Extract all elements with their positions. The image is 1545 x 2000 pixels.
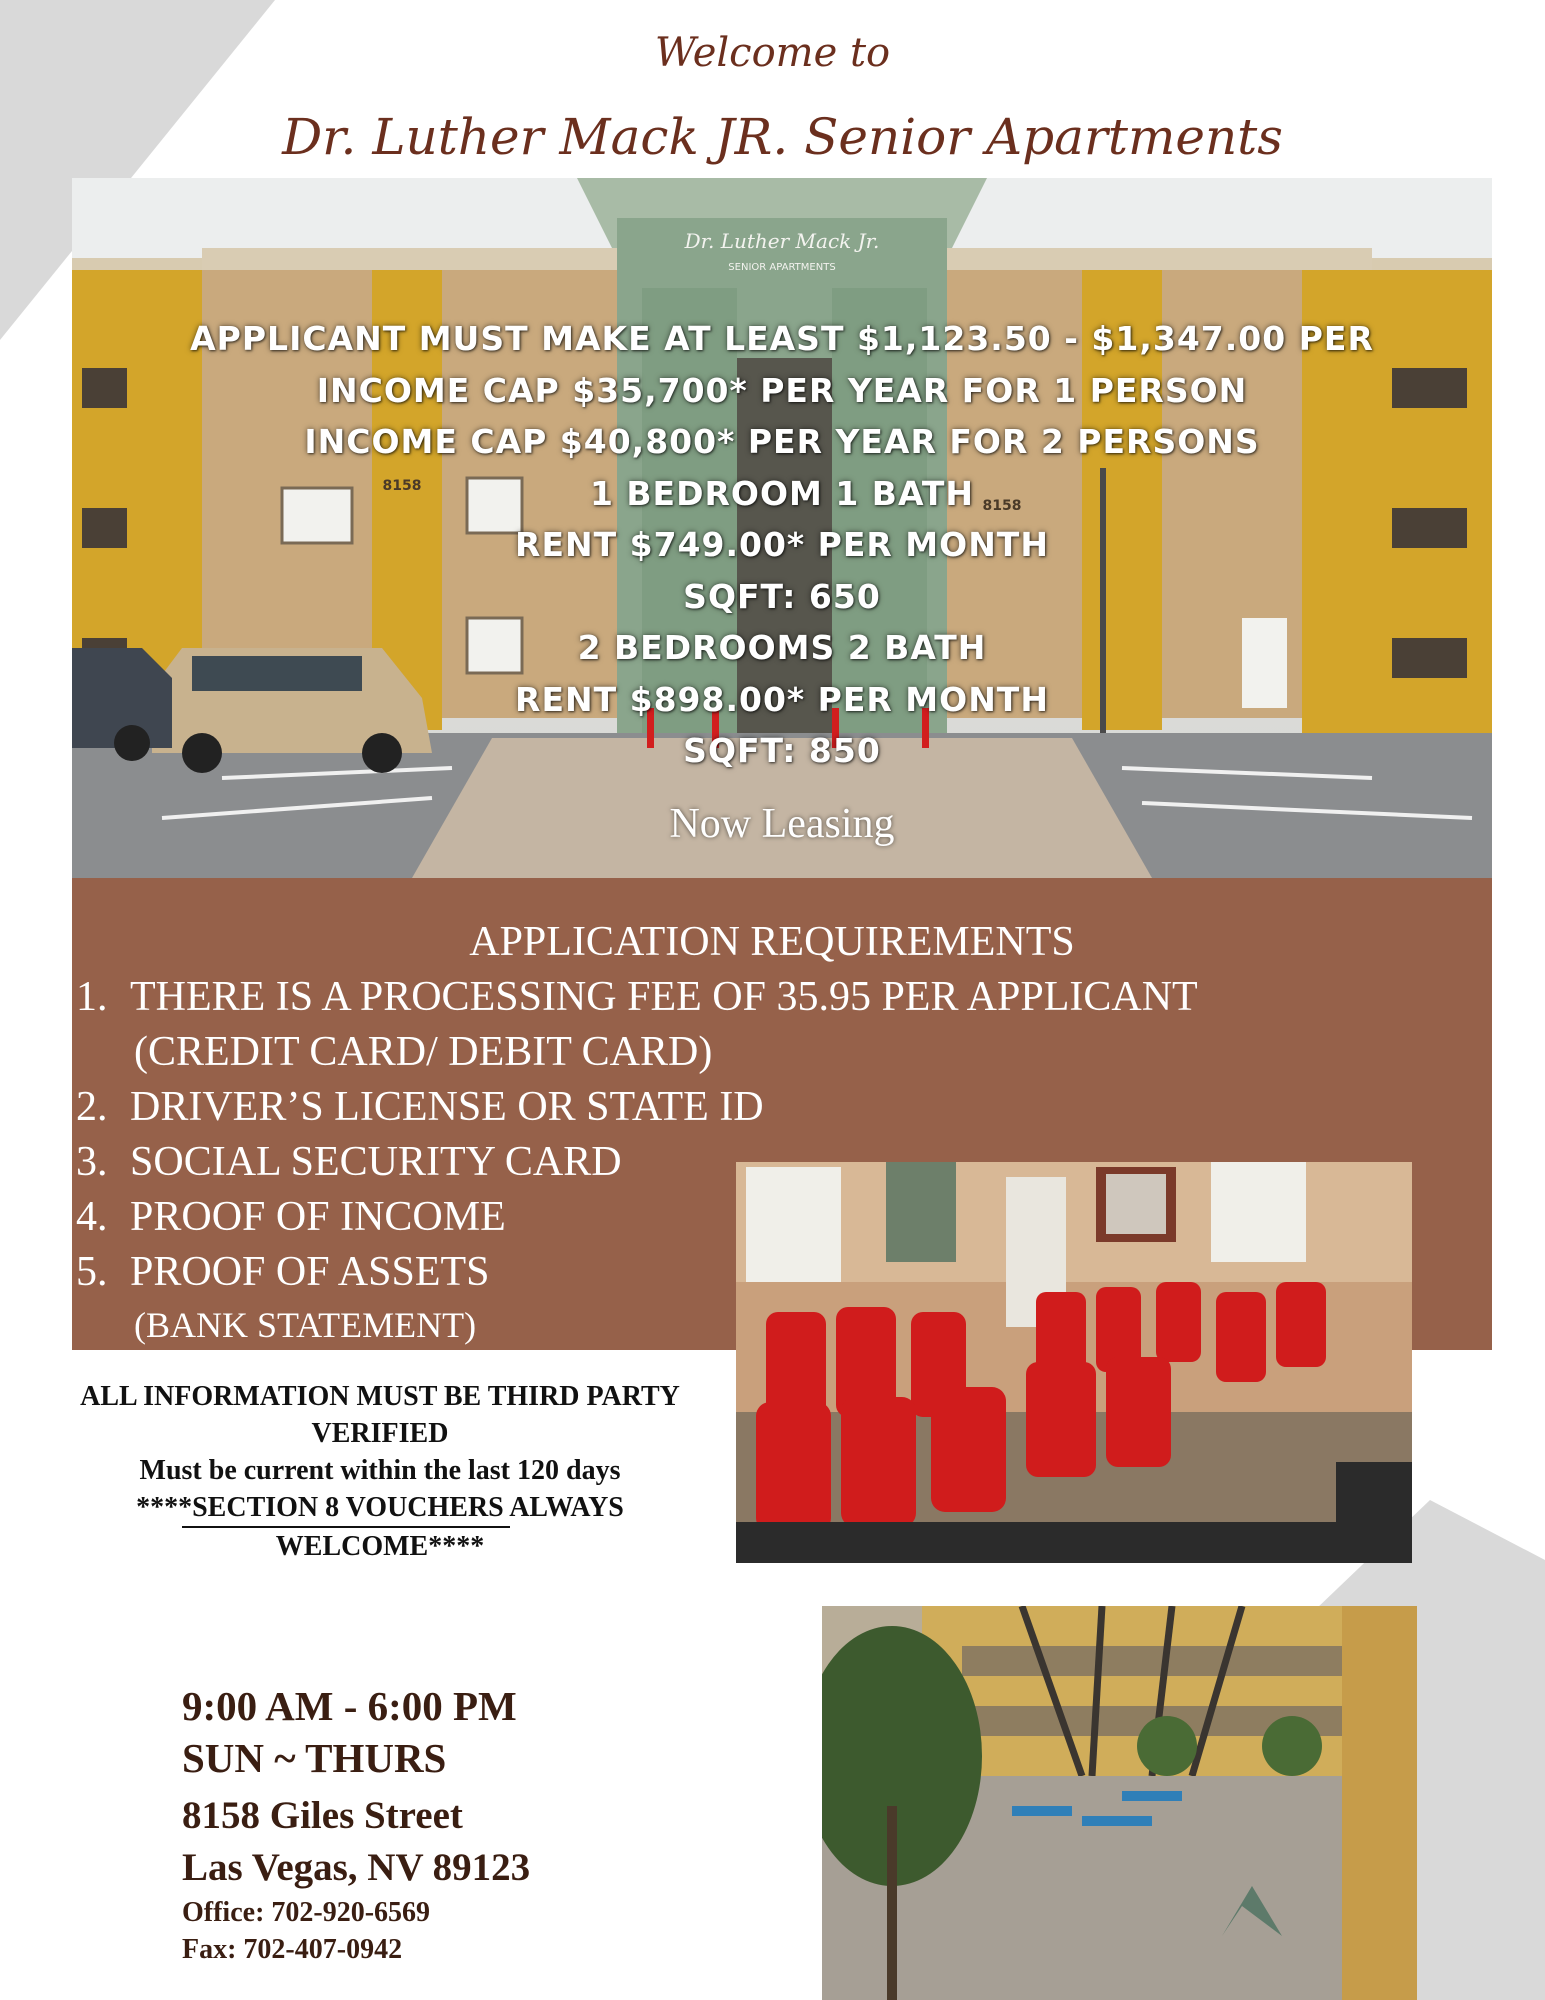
notice-line-4: ****SECTION 8 VOUCHERS ALWAYS <box>136 1492 624 1523</box>
list-item-sub: (CREDIT CARD/ DEBIT CARD) <box>134 1029 713 1075</box>
list-item: 3. SOCIAL SECURITY CARD <box>76 1139 622 1185</box>
building-number-right: 8158 <box>982 498 1022 514</box>
theater-illustration <box>736 1162 1412 1563</box>
notice-line-3: Must be current within the last 120 days <box>139 1455 621 1486</box>
office-hours: 9:00 AM - 6:00 PM <box>182 1683 517 1729</box>
pricing-overlay <box>72 313 1492 777</box>
notice-line-1: ALL INFORMATION MUST BE THIRD PARTY <box>80 1381 680 1412</box>
office-phone: Office: 702-920-6569 <box>182 1897 431 1928</box>
fax-number: Fax: 702-407-0942 <box>182 1934 403 1965</box>
income-cap-1-person: INCOME CAP $35,700* PER YEAR FOR 1 PERSON <box>316 370 1248 410</box>
courtyard-illustration <box>822 1606 1417 2000</box>
income-minimum: APPLICANT MUST MAKE AT LEAST $1,123.50 - $1,347.00 PER <box>190 319 1374 358</box>
requirements-title: APPLICATION REQUIREMENTS <box>469 919 1075 965</box>
list-item-sub: (BANK STATEMENT) <box>134 1305 477 1345</box>
notice-line-2: VERIFIED <box>311 1418 449 1449</box>
unit-1-bedroom: 1 BEDROOM 1 BATH <box>589 473 975 513</box>
building-number-left: 8158 <box>382 478 422 494</box>
rent-2-bedrooms: RENT $898.00* PER MONTH <box>515 679 1049 719</box>
courtyard-photo <box>822 1606 1417 2000</box>
page-title: Dr. Luther Mack JR. Senior Apartments <box>282 108 1283 166</box>
rent-1-bedroom: RENT $749.00* PER MONTH <box>515 525 1049 564</box>
unit-2-bedrooms: 2 BEDROOMS 2 BATH <box>577 628 987 667</box>
now-leasing-label: Now Leasing <box>669 801 895 847</box>
contact-block <box>182 1680 530 1968</box>
theater-room-photo <box>736 1162 1412 1563</box>
list-item: 2. DRIVER’S LICENSE OR STATE ID <box>76 1084 764 1130</box>
notice-line-5: WELCOME**** <box>275 1531 485 1562</box>
list-item: 4. PROOF OF INCOME <box>76 1194 506 1240</box>
street-address: 8158 Giles Street <box>182 1794 463 1837</box>
verification-notice <box>30 1378 730 1565</box>
list-item: 5. PROOF OF ASSETS <box>76 1249 490 1295</box>
list-item: 1. THERE IS A PROCESSING FEE OF 35.95 PER APPLICANT <box>76 974 1198 1020</box>
sign-sub: SENIOR APARTMENTS <box>728 262 836 273</box>
welcome-heading: Welcome to <box>654 30 891 76</box>
office-days: SUN ~ THURS <box>182 1735 447 1781</box>
sign-name: Dr. Luther Mack Jr. <box>684 229 880 253</box>
city-address: Las Vegas, NV 89123 <box>182 1846 531 1889</box>
sqft-1-bedroom: SQFT: 650 <box>683 576 881 616</box>
sqft-2-bedrooms: SQFT: 850 <box>683 731 881 770</box>
building-photo <box>72 178 1492 878</box>
income-cap-2-persons: INCOME CAP $40,800* PER YEAR FOR 2 PERSONS <box>304 422 1260 461</box>
